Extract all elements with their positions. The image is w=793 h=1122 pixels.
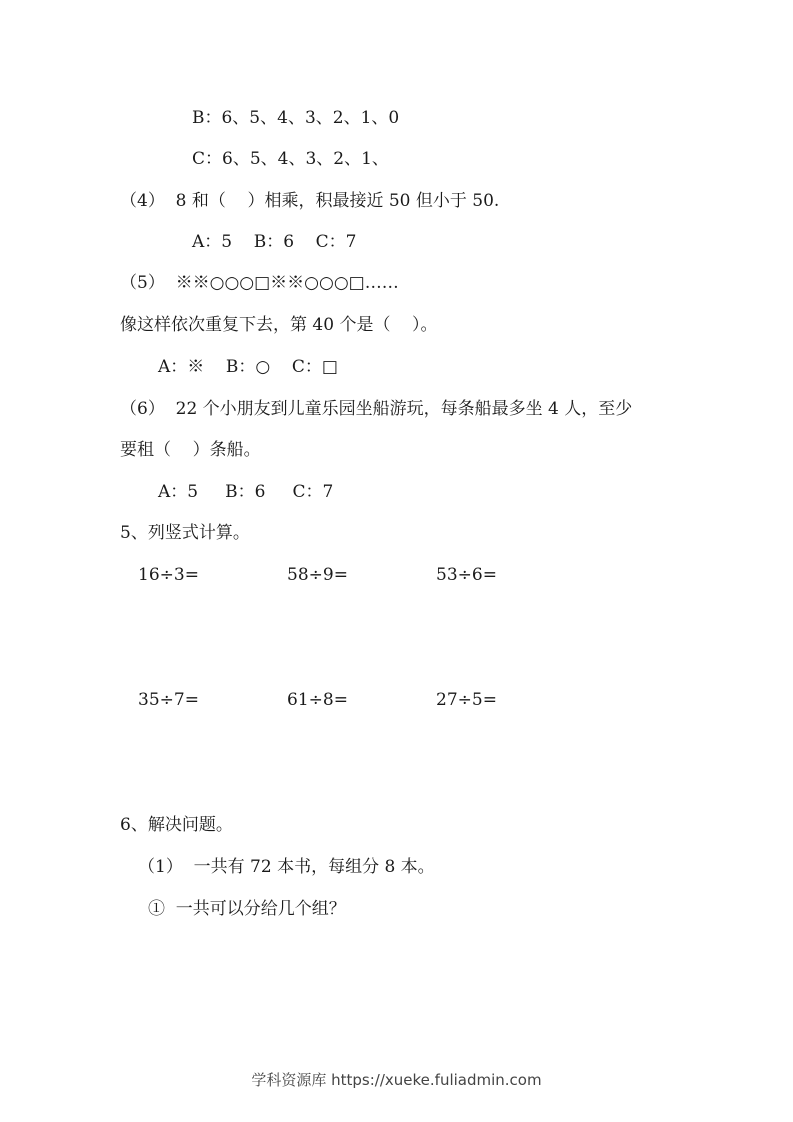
q6-stem: （6） 22 个小朋友到儿童乐园坐船游玩，每条船最多坐 4 人，至少: [120, 399, 633, 419]
calc-item: 35÷7=: [138, 690, 199, 710]
footer-watermark: 学科资源库 https://xueke.fuliadmin.com: [251, 1071, 542, 1089]
problem-1-question-1: ① 一共可以分给几个组？: [148, 899, 346, 919]
q5-stem-continued: 像这样依次重复下去，第 40 个是（ ）。: [120, 315, 438, 335]
q4-options: A：5 B：6 C：7: [192, 232, 357, 252]
calc-item: 53÷6=: [436, 565, 497, 585]
calc-item: 61÷8=: [287, 690, 348, 710]
q4-stem: （4） 8 和（ ）相乘，积最接近 50 但小于 50.: [120, 191, 500, 211]
section-5-title: 5、列竖式计算。: [120, 523, 250, 543]
section-6-title: 6、解决问题。: [120, 815, 233, 835]
q5-stem: （5） ※※○○○□※※○○○□……: [120, 273, 399, 293]
q5-options: A：※ B：○ C：□: [158, 357, 338, 377]
calc-item: 16÷3=: [138, 565, 199, 585]
problem-1-stem: （1） 一共有 72 本书，每组分 8 本。: [138, 857, 435, 877]
q3-option-b: B：6、5、4、3、2、1、0: [192, 108, 400, 128]
q3-option-c: C：6、5、4、3、2、1、: [192, 149, 389, 169]
calc-item: 27÷5=: [436, 690, 497, 710]
q6-options: A：5 B：6 C：7: [158, 482, 334, 502]
q6-stem-continued: 要租（ ）条船。: [120, 440, 261, 460]
calc-item: 58÷9=: [287, 565, 348, 585]
